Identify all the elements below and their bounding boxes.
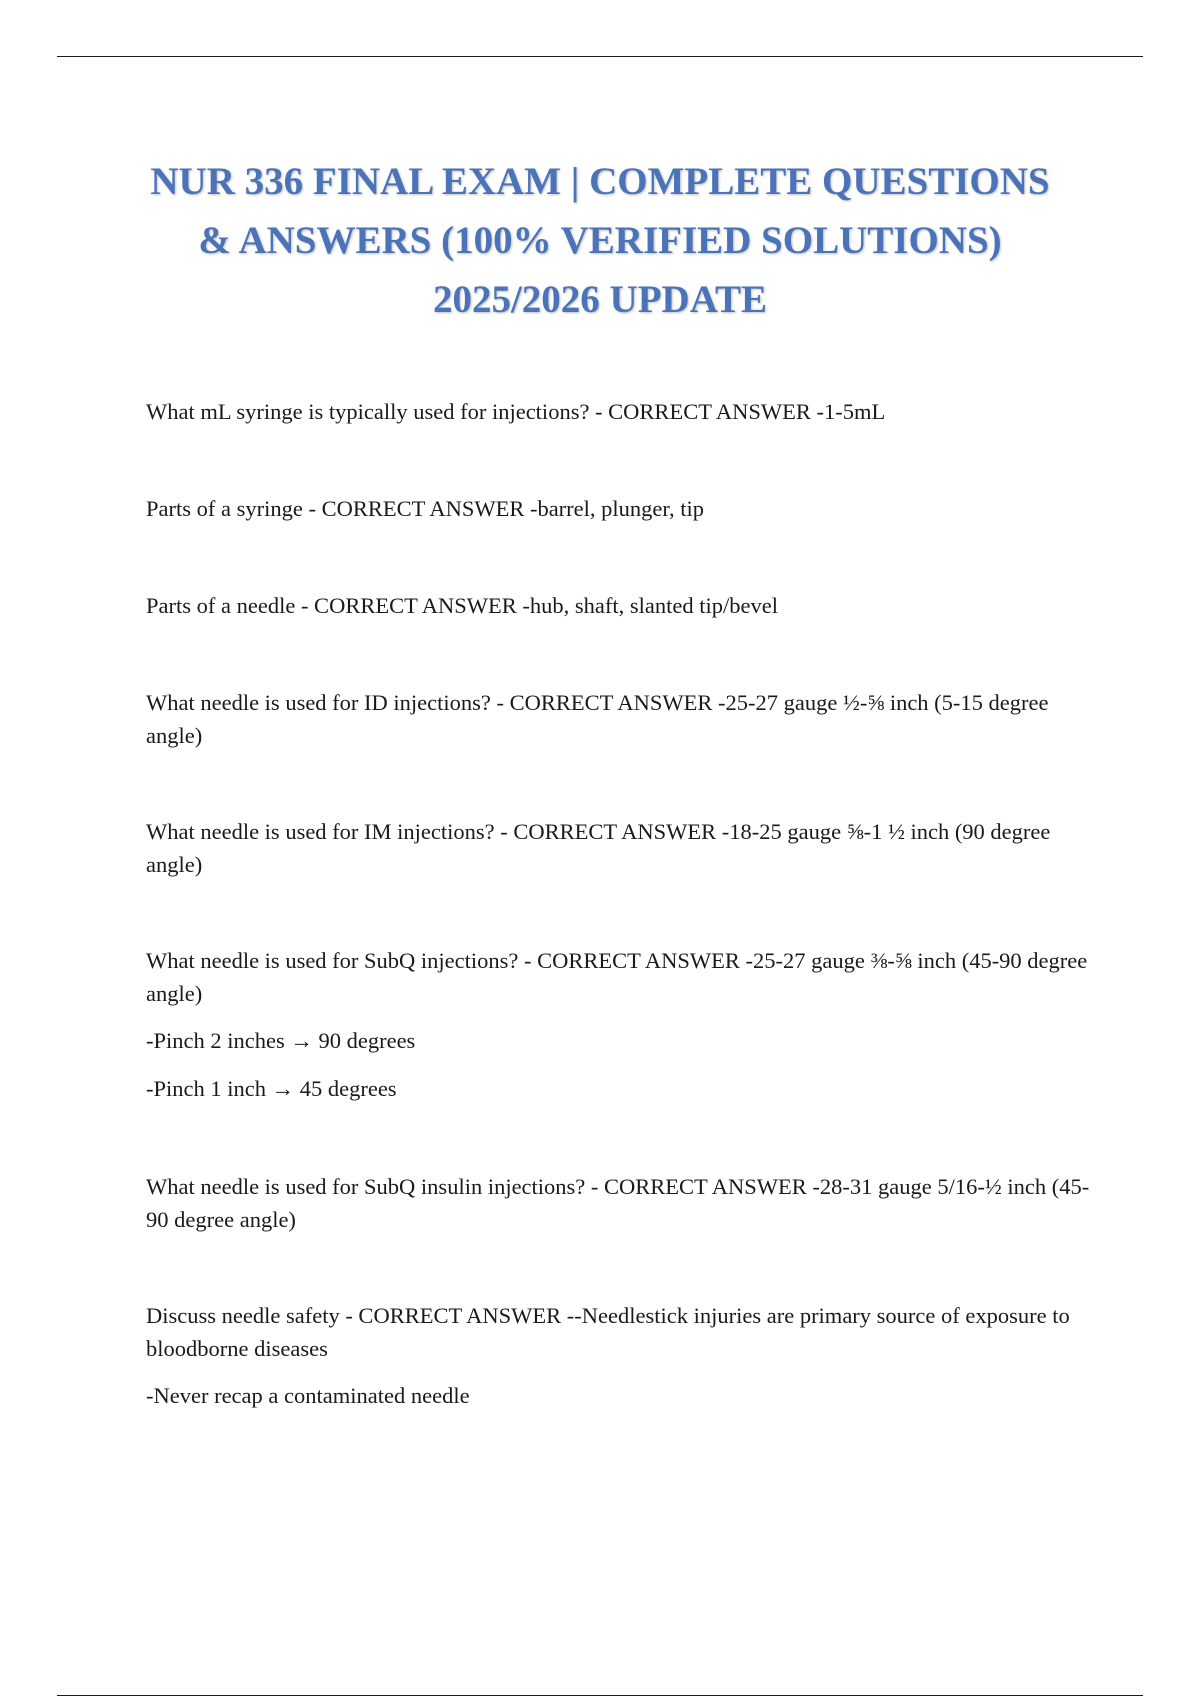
qa-item [146,945,1106,1105]
title-line: 2025/2026 UPDATE [432,278,768,321]
qa-item [146,590,1106,623]
qa-note: -Never recap a contaminated needle [146,1383,470,1408]
qa-item [146,396,1106,429]
title-line: & ANSWERS (100% VERIFIED SOLUTIONS) [198,219,1002,262]
qa-text: What needle is used for SubQ injections? - CORRECT ANSWER -25-27 gauge ⅜-⅝ inch (45-90 degree angle) [146,948,1088,1006]
qa-text: Discuss needle safety - CORRECT ANSWER --Needlestick injuries are primary source of exposure to bloodborne diseases [146,1303,1070,1361]
document-title [100,152,1100,329]
qa-item [146,1300,1106,1413]
qa-text: Parts of a syringe - CORRECT ANSWER -barrel, plunger, tip [146,496,704,521]
qa-item [146,687,1106,752]
qa-note: -Pinch 1 inch → 45 degrees [146,1075,397,1101]
qa-text: What needle is used for SubQ insulin injections? - CORRECT ANSWER -28-31 gauge 5/16-½ inch (45-90 degree angle) [146,1174,1090,1232]
qa-item [146,816,1106,881]
qa-item [146,1171,1106,1236]
title-line: NUR 336 FINAL EXAM | COMPLETE QUESTIONS [150,160,1050,203]
qa-text: What needle is used for ID injections? - CORRECT ANSWER -25-27 gauge ½-⅝ inch (5-15 degree angle) [146,690,1049,748]
header-rule [57,56,1143,57]
footer-rule [57,1695,1143,1696]
qa-text: What mL syringe is typically used for injections? - CORRECT ANSWER -1-5mL [146,399,886,424]
qa-text: Parts of a needle - CORRECT ANSWER -hub, shaft, slanted tip/bevel [146,593,778,618]
qa-text: What needle is used for IM injections? - CORRECT ANSWER -18-25 gauge ⅝-1 ½ inch (90 degree angle) [146,819,1051,877]
qa-item [146,493,1106,526]
qa-note: -Pinch 2 inches → 90 degrees [146,1028,416,1053]
